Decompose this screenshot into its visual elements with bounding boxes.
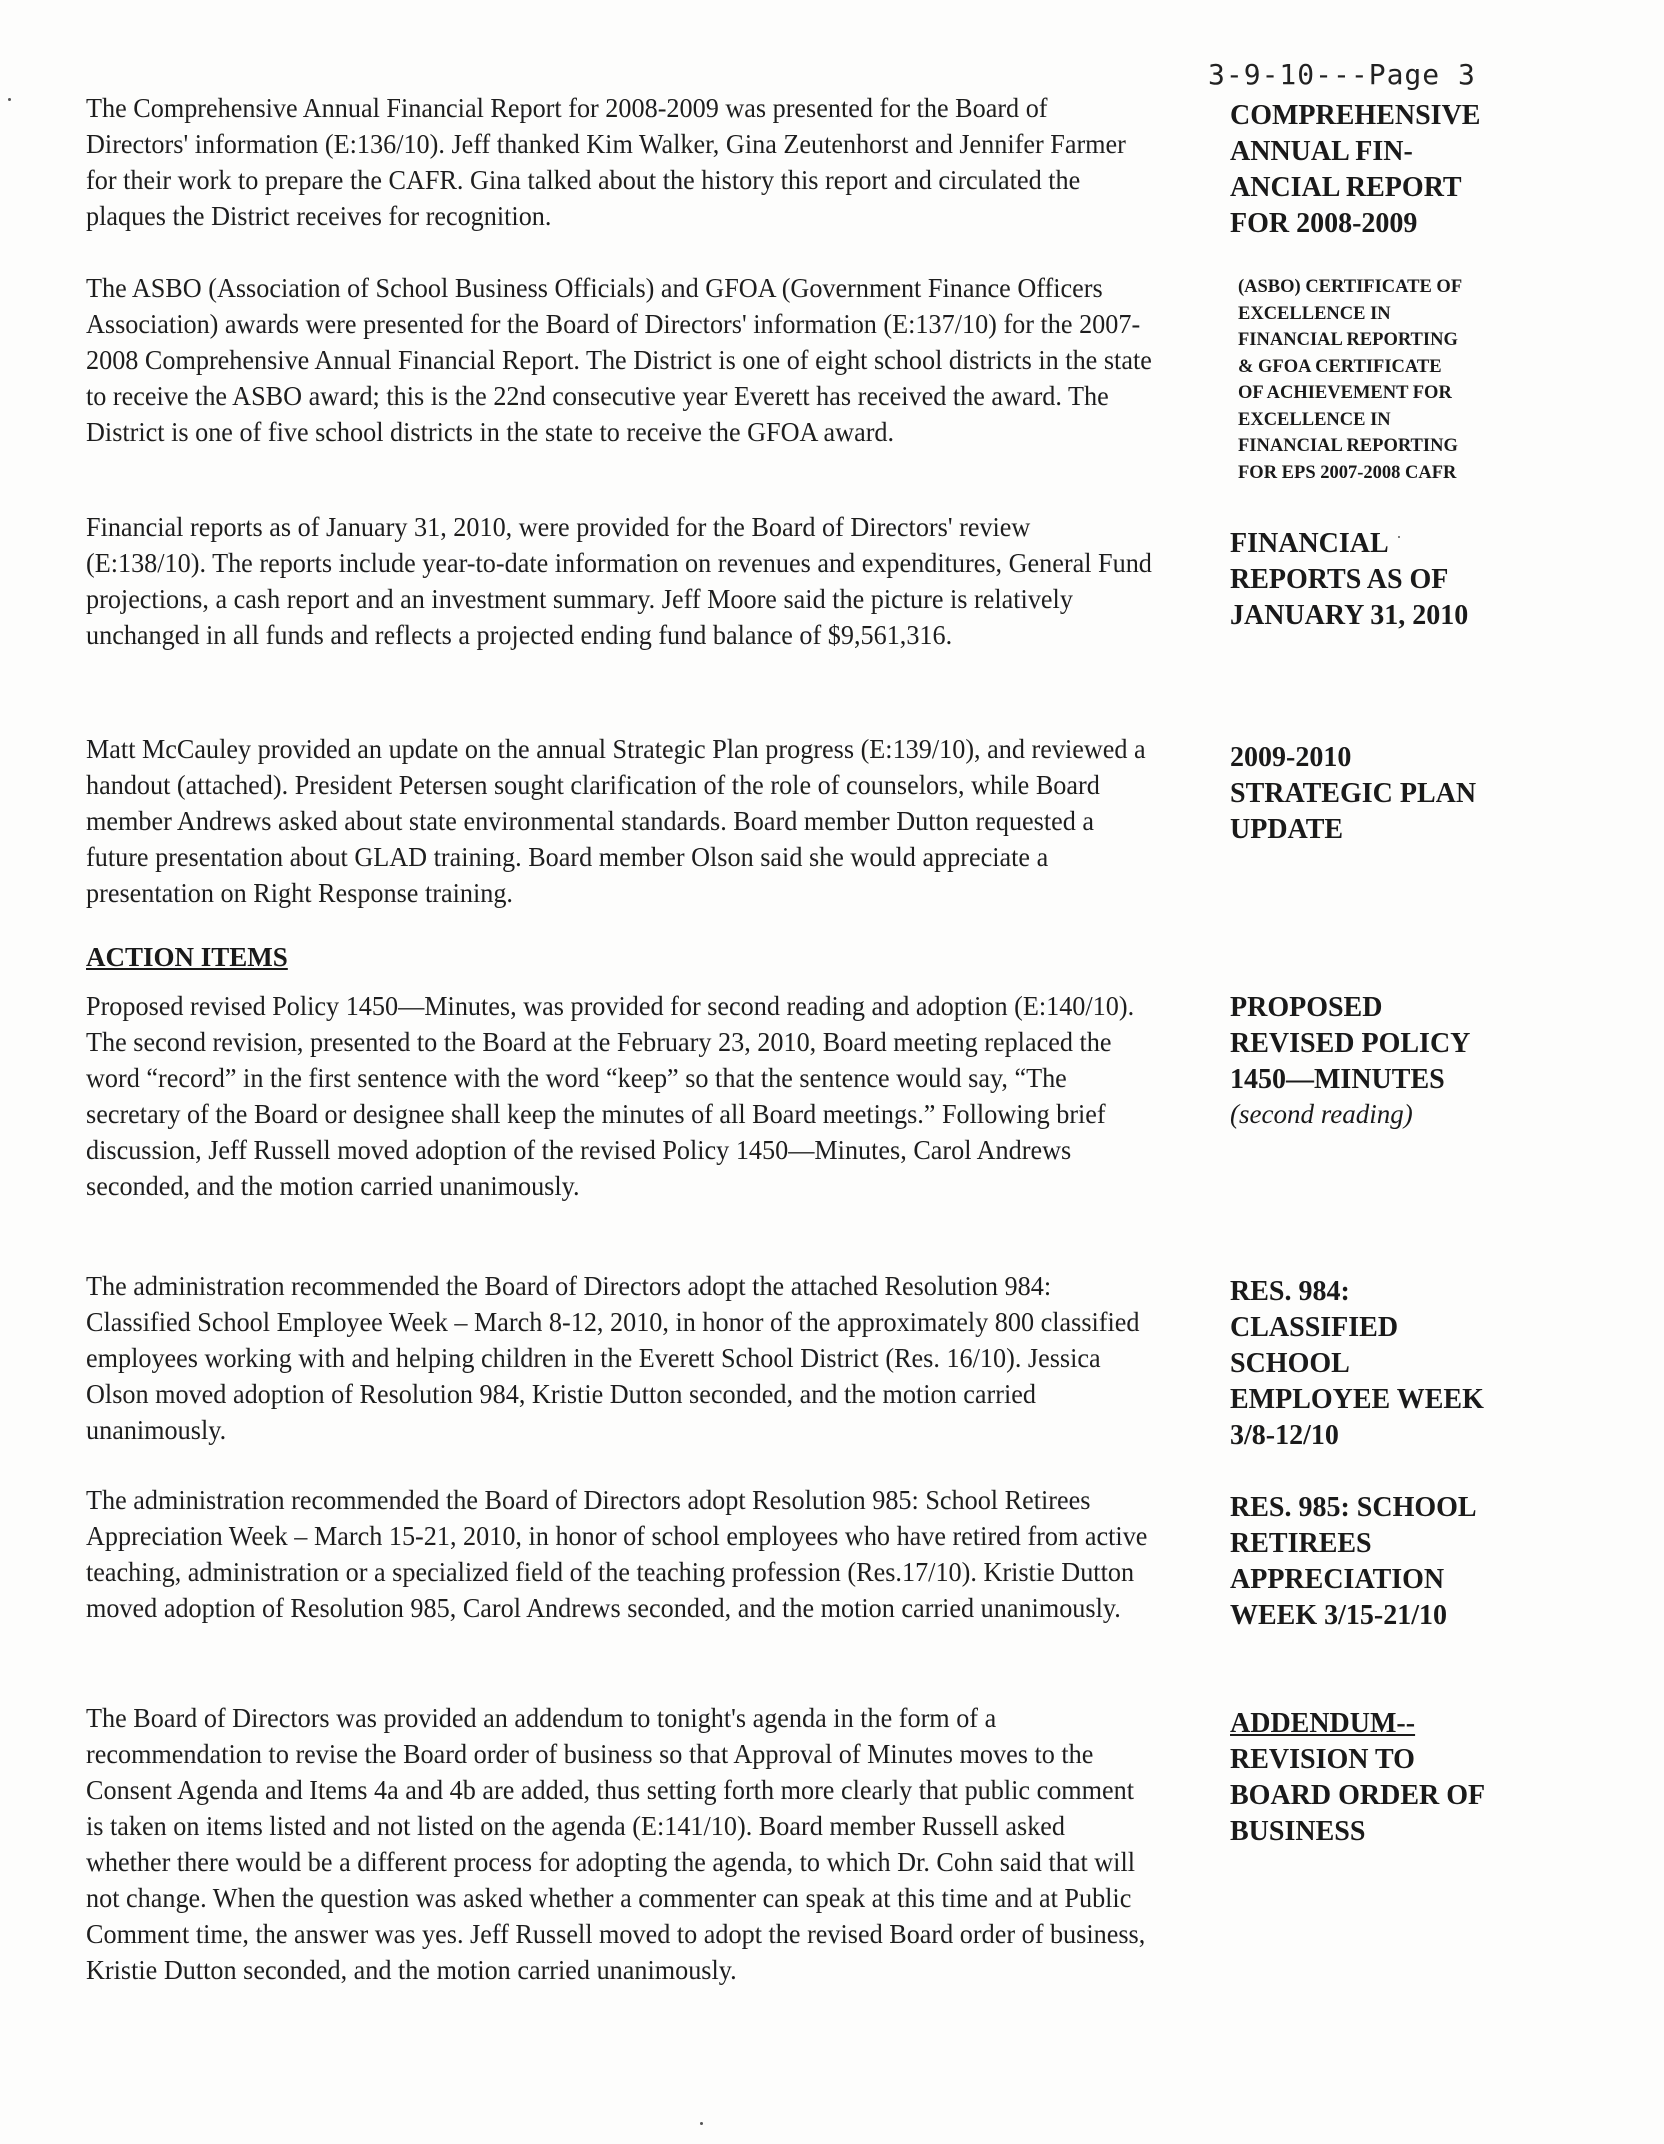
action-items-heading: ACTION ITEMS (86, 942, 288, 972)
financial-reports-paragraph: Financial reports as of January 31, 2010, were provided for the Board of Directors' review (E:138/10). The reports include year-to-date information on revenues and expenditures, General Fund projections, a cash report and an investment summary. Jeff Moore said the picture is relatively unchanged in all funds and reflects a projected ending fund balance of $9,561,316. (86, 512, 1152, 650)
awards-paragraph: The ASBO (Association of School Business Officials) and GFOA (Government Finance Officers Association) awards were presented for the Board of Directors' information (E:137/10) for the 2007-2008 Comprehensive Annual Financial Report. The District is one of eight school districts in the state to receive the ASBO award; this is the 22nd consecutive year Everett has received the award. The District is one of five school districts in the state to receive the GFOA award. (86, 273, 1152, 447)
side-heading-cafr: COMPREHENSIVE ANNUAL FIN- ANCIAL REPORT FOR 2008-2009 (1230, 100, 1481, 239)
policy-1450-paragraph: Proposed revised Policy 1450—Minutes, was provided for second reading and adoption (E:140/10). The second revision, presented to the Board at the February 23, 2010, Board meeting replaced the word “record” in the first sentence with the word “keep” so that the sentence would say, “The secretary of the Board or designee shall keep the minutes of all Board meetings.” Following brief discussion, Jeff Russell moved adoption of the revised Policy 1450—Minutes, Carol Andrews seconded, and the motion carried unanimously. (86, 991, 1135, 1201)
side-heading-asbo-gfoa: (ASBO) CERTIFICATE OF EXCELLENCE IN FINANCIAL REPORTING & GFOA CERTIFICATE OF ACHIEVEMENT FOR EXCELLENCE IN FINANCIAL REPORTING FOR EPS 2007-2008 CAFR (1238, 277, 1463, 483)
side-heading-addendum: REVISION TO BOARD ORDER OF BUSINESS (1230, 1744, 1486, 1847)
side-heading-strategic-plan: 2009-2010 STRATEGIC PLAN UPDATE (1230, 742, 1477, 845)
side-heading-financial-reports: FINANCIAL REPORTS AS OF JANUARY 31, 2010 (1230, 528, 1469, 631)
side-heading-addendum-label: ADDENDUM-- (1230, 1708, 1416, 1739)
page-number: 3-9-10---Page 3 (1208, 58, 1476, 91)
resolution-985-paragraph: The administration recommended the Board of Directors adopt Resolution 985: School Retirees Appreciation Week – March 15-21, 2010, in honor of school employees who have retired from active teaching, administration or a specialized field of the teaching profession (Res.17/10). Kristie Dutton moved adoption of Resolution 985, Carol Andrews seconded, and the motion carried unanimously. (86, 1485, 1148, 1623)
strategic-plan-paragraph: Matt McCauley provided an update on the annual Strategic Plan progress (E:139/10), and reviewed a handout (attached). President Petersen sought clarification of the role of counselors, while Board member Andrews asked about state environmental standards. Board member Dutton requested a future presentation about GLAD training. Board member Olson said she would appreciate a presentation on Right Response training. (86, 734, 1146, 908)
cafr-paragraph: The Comprehensive Annual Financial Report for 2008-2009 was presented for the Board of Directors' information (E:136/10). Jeff thanked Kim Walker, Gina Zeutenhorst and Jennifer Farmer for their work to prepare the CAFR. Gina talked about the history this report and circulated the plaques the District receives for recognition. (86, 93, 1126, 231)
addendum-paragraph: The Board of Directors was provided an addendum to tonight's agenda in the form of a recommendation to revise the Board order of business so that Approval of Minutes moves to the Consent Agenda and Items 4a and 4b are added, thus setting forth more clearly that public comment is taken on items listed and not listed on the agenda (E:141/10). Board member Russell asked whether there would be a different process for adopting the agenda, to which Dr. Cohn said that will not change. When the question was asked whether a commenter can speak at this time and at Public Comment time, the answer was yes. Jeff Russell moved to adopt the revised Board order of business, Kristie Dutton seconded, and the motion carried unanimously. (86, 1703, 1146, 1985)
side-note-second-reading: (second reading) (1230, 1099, 1413, 1129)
side-heading-res-984: RES. 984: CLASSIFIED SCHOOL EMPLOYEE WEEK 3/8-12/10 (1230, 1276, 1484, 1451)
resolution-984-paragraph: The administration recommended the Board of Directors adopt the attached Resolution 984: Classified School Employee Week – March 8-12, 2010, in honor of the approximately 800 classified employees working with and helping children in the Everett School District (Res. 16/10). Jessica Olson moved adoption of Resolution 984, Kristie Dutton seconded, and the motion carried unanimously. (86, 1271, 1140, 1445)
side-heading-policy-1450: PROPOSED REVISED POLICY 1450—MINUTES (1230, 992, 1471, 1095)
side-heading-res-985: RES. 985: SCHOOL RETIREES APPRECIATION WEEK 3/15-21/10 (1230, 1492, 1477, 1631)
